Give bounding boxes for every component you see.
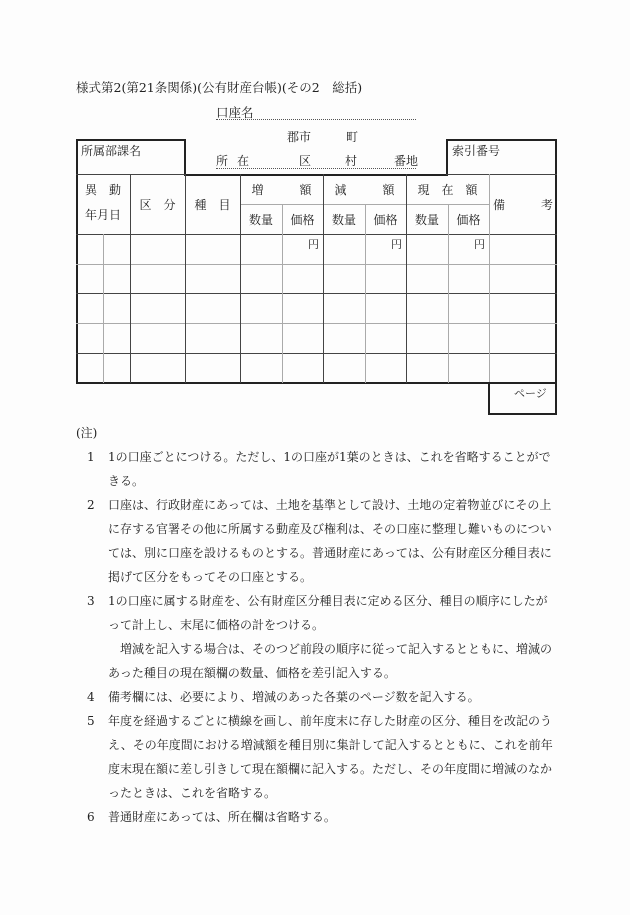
header-increase: 増 額	[251, 183, 312, 197]
header-increase-price: 価格	[290, 213, 315, 227]
col-line	[406, 174, 407, 383]
note-item	[76, 493, 556, 589]
note-text: 1の口座に属する財産を、公有財産区分種目表に定める区分、種目の順序にしたがって計上し、末尾に価格の計をつける。	[108, 594, 548, 632]
index-number-label: 索引番号	[452, 144, 501, 158]
location-zai: 在	[237, 154, 250, 168]
col-line	[282, 204, 283, 383]
yen-unit-increase: 円	[308, 238, 319, 251]
note-item	[76, 805, 556, 829]
header-current-quantity: 数量	[414, 213, 439, 227]
row-line	[76, 353, 557, 354]
header-current-price: 価格	[456, 213, 481, 227]
header-decrease: 減 額	[334, 183, 395, 197]
col-line	[448, 204, 449, 383]
note-text: 1の口座ごとにつける。ただし、1の口座が1葉のときは、これを省略することができる。	[108, 450, 551, 488]
header-change-date-2: 年月日	[84, 208, 121, 222]
header-increase-quantity: 数量	[248, 213, 273, 227]
note-number: 2	[87, 498, 95, 512]
header-decrease-quantity: 数量	[331, 213, 356, 227]
location-ku: 区	[299, 154, 312, 168]
col-line	[365, 204, 366, 383]
header-item: 種 目	[194, 198, 231, 212]
col-line	[240, 174, 241, 383]
yen-unit-decrease: 円	[391, 238, 402, 251]
department-label: 所属部課名	[81, 144, 142, 158]
note-item	[76, 709, 556, 805]
location-machi: 町	[346, 130, 359, 144]
note-text: 口座は、行政財産にあっては、土地を基準として設け、土地の定着物並びにその上に存する官署その他に所属する動産及び権利は、その口座に整理し難いものについては、別に口座を設けるものとする。普通財産にあっては、公有財産区分種目表に掲げて区分をもってその口座とする。	[108, 498, 552, 584]
header-category: 区 分	[139, 198, 176, 212]
location-field[interactable]	[216, 168, 416, 169]
location-mura: 村	[345, 154, 358, 168]
header-change-date-1: 異 動	[84, 183, 121, 197]
yen-unit-current: 円	[474, 238, 485, 251]
note-number: 6	[87, 810, 95, 824]
location-banchi: 番地	[394, 154, 419, 168]
notes-section	[76, 421, 556, 829]
note-number: 1	[87, 450, 95, 464]
account-name-field[interactable]	[216, 119, 416, 120]
note-item	[76, 685, 556, 709]
row-line	[76, 264, 557, 265]
header-decrease-price: 価格	[373, 213, 398, 227]
table-top-border	[185, 174, 447, 176]
notes-heading: (注)	[76, 426, 98, 440]
header-remarks: 備 考	[492, 198, 553, 212]
header-current: 現 在 額	[417, 183, 478, 197]
location-sho: 所	[216, 154, 229, 168]
location-gun-shi: 郡市	[287, 130, 312, 144]
note-text: 年度を経過するごとに横線を画し、前年度末に存した財産の区分、種目を改記のうえ、その年度間における増減額を種目別に集計して記入するとともに、これを前年度末現在額に差し引きして現在額欄に記入する。ただし、その年度間に増減のなかったときは、これを省略する。	[108, 714, 553, 800]
row-line	[76, 323, 557, 324]
row-line	[76, 293, 557, 294]
note-item	[76, 445, 556, 493]
col-line	[103, 234, 104, 383]
form-title: 様式第2(第21条関係)(公有財産台帳)(その2 総括)	[76, 80, 363, 95]
table-top-left	[76, 174, 186, 175]
note-number: 3	[87, 594, 95, 608]
note-text: 備考欄には、必要により、増減のあった各葉のページ数を記入する。	[108, 690, 480, 704]
note-text: 増減を記入する場合は、そのつど前段の順序に従って記入するとともに、増減のあった種目の現在額欄の数量、価格を差引記入する。	[108, 642, 553, 680]
col-line	[323, 174, 324, 383]
header-bottom	[76, 234, 557, 235]
note-number: 4	[87, 690, 95, 704]
page-label: ページ	[514, 387, 547, 400]
note-text: 普通財産にあっては、所在欄は省略する。	[108, 810, 336, 824]
note-number: 5	[87, 714, 95, 728]
table-top-right	[446, 174, 557, 175]
account-name-label: 口座名	[216, 105, 254, 120]
note-item	[76, 589, 556, 685]
